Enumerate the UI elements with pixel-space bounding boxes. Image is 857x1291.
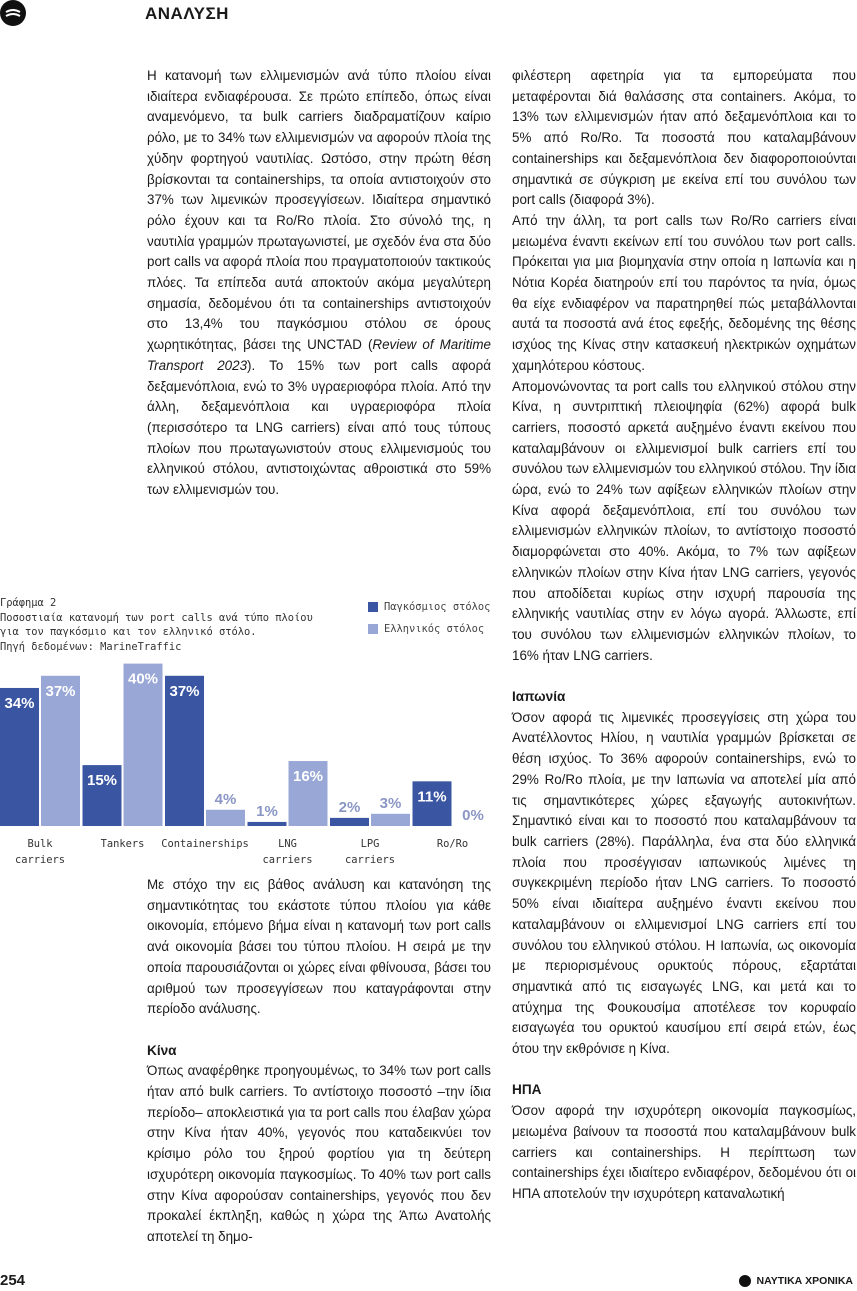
footer-brand [739, 1275, 853, 1287]
publication-title: Review of Maritime Transport 2023 [147, 337, 491, 373]
category-label-3-0: LNG [278, 838, 297, 850]
category-label-1-0: Tankers [100, 838, 145, 850]
china-paragraph: Όπως αναφέρθηκε προηγουμένως, το 34% των port calls ήταν από bulk carriers. Το αντίστοιχο ποσοστό –την ίδια περίοδο– αποκλειστικά για τα port calls που έλαβαν χώρα στην Κίνα ήταν 40%, γεγονός που καταδεικνύει τον κρίσιμο ρόλο του ξηρού φορτίου για τη δεύτερη ισχυρότερη οικονομία παγκοσμίως. Το 40% των port calls στην Κίνα αφορούσαν containerships, γεγονός που δεν προκαλεί έκπληξη, καθώς η χώρα της Άπω Ανατολής αποτελεί τη δημο- [147, 1063, 491, 1244]
bar-label-greek-2: 4% [214, 790, 237, 808]
legend-label-global: Παγκόσμιος στόλος [384, 601, 491, 613]
bar-label-global-4: 2% [338, 798, 361, 816]
bar-label-greek-4: 3% [379, 794, 402, 812]
bar-label-greek-1: 40% [127, 670, 159, 688]
category-label-3-1: carriers [262, 854, 313, 866]
category-label-4-1: carriers [344, 854, 396, 866]
bar-label-global-2: 37% [169, 682, 200, 700]
bar-global-4 [330, 818, 369, 826]
article-column-right [512, 66, 856, 1205]
section-title: ΑΝΑΛΥΣΗ [145, 4, 229, 23]
category-label-5-0: Ro/Ro [436, 838, 469, 850]
category-label-0-1: carriers [14, 854, 66, 866]
bar-label-greek-5: 0% [462, 807, 484, 824]
usa-paragraph: Όσον αφορά την ισχυρότερη οικονομία παγκοσμίως, μειωμένα βαίνουν τα ποσοστά που καταλαμβάνουν bulk carriers και containerships. Η περίπτωση των containerships έχει ιδιαίτερο ενδιαφέρον, δεδομένου ότι οι ΗΠΑ αποτελούν την ισχυρότερη καταναλωτική [512, 1103, 856, 1201]
intro-paragraph: Η κατανομή των ελλιμενισμών ανά τύπο πλοίου είναι ιδιαίτερα ενδιαφέρουσα. Σε πρώτο επίπεδο, όπως είναι αναμενόμενο, τα bulk carriers διαδραματίζουν καίριο ρόλο, με το 34% των ελλιμενισμών να αφορούν πλοία της χύδην φορτηγού ναυτιλίας. Ωστόσο, στην πρώτη θέση βρίσκονται τα containerships, τα οποία αντιστοιχούν στο 37% των λιμενικών προσεγγίσεων. Ιδιαίτερα σημαντικό ρόλο έχουν και τα Ro/Ro πλοία. Στο σύνολό της, η ναυτιλία γραμμών πρωταγωνιστεί, με σχεδόν ένα στα δύο port calls να αφορά πλοία που πραγματοποιούν τακτικούς πλόες. Τα επίπεδα αυτά αποκτούν ακόμα μεγαλύτερη σημασία, δεδομένου ότι τα containerships αντιστοιχούν στο 13,4% του παγκόσμιου στόλου σε όρους χωρητικότητας, βάσει της UNCTAD (Review of Maritime Transport 2023). Το 15% των port calls αφορά δεξαμενόπλοια, ενώ το 3% υγραεριοφόρα πλοία. Από την άλλη, δεξαμενόπλοια και υγραεριοφόρα πλοία (περισσότερο τα LNG carriers) είναι από τους τύπους πλοίων που πρωταγωνιστούν στους ελλιμενισμούς του ελληνικού στόλου, αντιστοιχώντας αθροιστικά στο 59% των ελλιμενισμών του. [147, 68, 491, 498]
legend-label-greek: Ελληνικός στόλος [384, 623, 485, 635]
heading-china: Κίνα [147, 1042, 177, 1058]
heading-usa: ΗΠΑ [512, 1082, 542, 1098]
bar-greek-4 [371, 814, 410, 826]
page-number: 254 [0, 1272, 26, 1289]
japan-paragraph: Όσον αφορά τις λιμενικές προσεγγίσεις στη χώρα του Ανατέλλοντος Ηλίου, η ναυτιλία γραμμών βρίσκεται σε θέση ισχύος. Το 36% αφορούν containerships, ενώ το 29% Ro/Ro πλοία, με την Ιαπωνία να αποτελεί μία από τις σημαντικότερες χώρες εξαγωγής αυτοκινήτων. Σημαντικό είναι και το ποσοστό που καταλαμβάνουν τα bulk carriers (28%). Παράλληλα, ένα στα δύο ελληνικά πλοία που προσέγγισαν ιαπωνικούς λιμένες τη συγκεκριμένη περίοδο ήταν LNG carriers. Το ποσοστό 50% είναι ιδιαίτερα αυξημένο έναντι εκείνου που καταλαμβάνουν οι ελλιμενισμοί LNG carriers επί του συνόλου του ελληνικού στόλου. Η Ιαπωνία, ως οικονομία με περιορισμένους ορυκτούς πόρους, εξαρτάται σημαντικά από τις εισαγωγές LNG, και μετά και το ατύχημα της Φουκουσίμα αποτέλεσε τον κορυφαίο εισαγωγέα του ορυκτού καυσίμου επί σειρά ετών, έως ότου την εκθρόνισε η Κίνα. [512, 709, 856, 1057]
article-column-left-bottom [147, 875, 491, 1248]
bar-global-3 [248, 822, 287, 826]
greek-fleet-china-paragraph: Απομονώνοντας τα port calls του ελληνικού στόλου στην Κίνα, η συντριπτική πλειοψηφία (62%) αφορά bulk carriers, ποσοστό αρκετά αυξημένο έναντι εκείνου που καταλαμβάνουν οι ελλιμενισμοί bulk carriers επί του συνόλου των ελλιμενισμών του ελληνικού στόλου. Την ίδια ώρα, ενώ το 24% των αφίξεων ελληνικών πλοίων στην Κίνα αφορά δεξαμενόπλοια, επί του συνόλου των ελλιμενισμών ελληνικών πλοίων, το αντίστοιχο ποσοστό διαμορφώνεται στο 40%. Ακόμα, το 7% των αφίξεων ελληνικών πλοίων στην Κίνα ήταν LNG carriers, γεγονός που αποδίδεται κυρίως στην ισχυρή παρουσία της ελληνικής ναυτιλίας στην εν λόγω αγορά. Άλλωστε, επί του συνόλου των ελλιμενισμών ελληνικών πλοίων, το 16% ήταν LNG carriers. [512, 378, 856, 663]
analysis-intro: Με στόχο την εις βάθος ανάλυση και κατανόηση της σημαντικότητας του εκάστοτε τύπου πλοίου για κάθε οικονομία, επόμενο βήμα είναι η κατανομή των port calls ανά οικονομία βάσει του τύπου πλοίου. Η σειρά με την οποία παρουσιάζονται οι χώρες είναι φθίνουσα, βάσει του αριθμού των προσεγγίσεων που καταγράφονται στην περίοδο ανάλυσης. [147, 877, 491, 1017]
bar-label-global-1: 15% [86, 772, 118, 790]
article-column-left-top [147, 66, 491, 501]
bar-label-greek-0: 37% [45, 682, 76, 700]
heading-japan: Ιαπωνία [512, 689, 566, 705]
bar-label-global-5: 11% [417, 788, 447, 806]
roro-paragraph: Από την άλλη, τα port calls των Ro/Ro carriers είναι μειωμένα έναντι εκείνων επί του συνόλου των port calls. Πρόκειται για μια βιομηχανία στην οποία η Ιαπωνία και η Νότια Κορέα διατηρούν επί του παρόντος τα ηνία, όμως θα είχε ενδιαφέρον να παρατηρηθεί πώς μεταβάλλονται αυτά τα ποσοστά ανά έτος εφεξής, δεδομένης της θέσης ισχύος της Κίνας στην κατασκευή ηλεκτρικών οχημάτων χαμηλότερου κόστους. [512, 212, 856, 373]
category-label-2-0: Containerships [161, 838, 249, 850]
bar-label-greek-3: 16% [292, 768, 324, 786]
bar-greek-1 [124, 664, 163, 826]
bar-greek-2 [206, 810, 245, 826]
category-label-4-0: LPG [360, 838, 380, 850]
china-paragraph-continued: φιλέστερη αφετηρία για τα εμπορεύματα που μεταφέρονται διά θαλάσσης στα containers. Ακόμα, το 13% των ελλιμενισμών ήταν από δεξαμενόπλοια και το 5% από Ro/Ro. Τα ποσοστά που καταλαμβάνουν containerships και δεξαμενόπλοια δεν διαφοροποιούνται σημαντικά σε σύγκριση με εκείνα επί του συνόλου των port calls (διαφορά 3%). [512, 68, 856, 208]
magazine-logo-icon [0, 0, 32, 26]
brand-name: ΝΑΥΤΙΚΑ ΧΡΟΝΙΚΑ [756, 1275, 853, 1287]
brand-logo-icon [739, 1275, 751, 1287]
chart-source: Πηγή δεδομένων: MarineTraffic [0, 640, 182, 653]
bar-label-global-0: 34% [4, 694, 35, 712]
chart-title-line-1: Ποσοστιαία κατανομή των port calls ανά τύπο πλοίου [0, 611, 313, 624]
chart-title-line-2: για τον παγκόσμιο και τον ελληνικό στόλο. [0, 626, 257, 638]
bar-chart [0, 592, 500, 872]
chart-number: Γράφημα 2 [0, 597, 57, 609]
bar-label-global-3: 1% [256, 802, 278, 820]
chart-plot [0, 592, 500, 872]
category-label-0-0: Bulk [27, 838, 53, 850]
